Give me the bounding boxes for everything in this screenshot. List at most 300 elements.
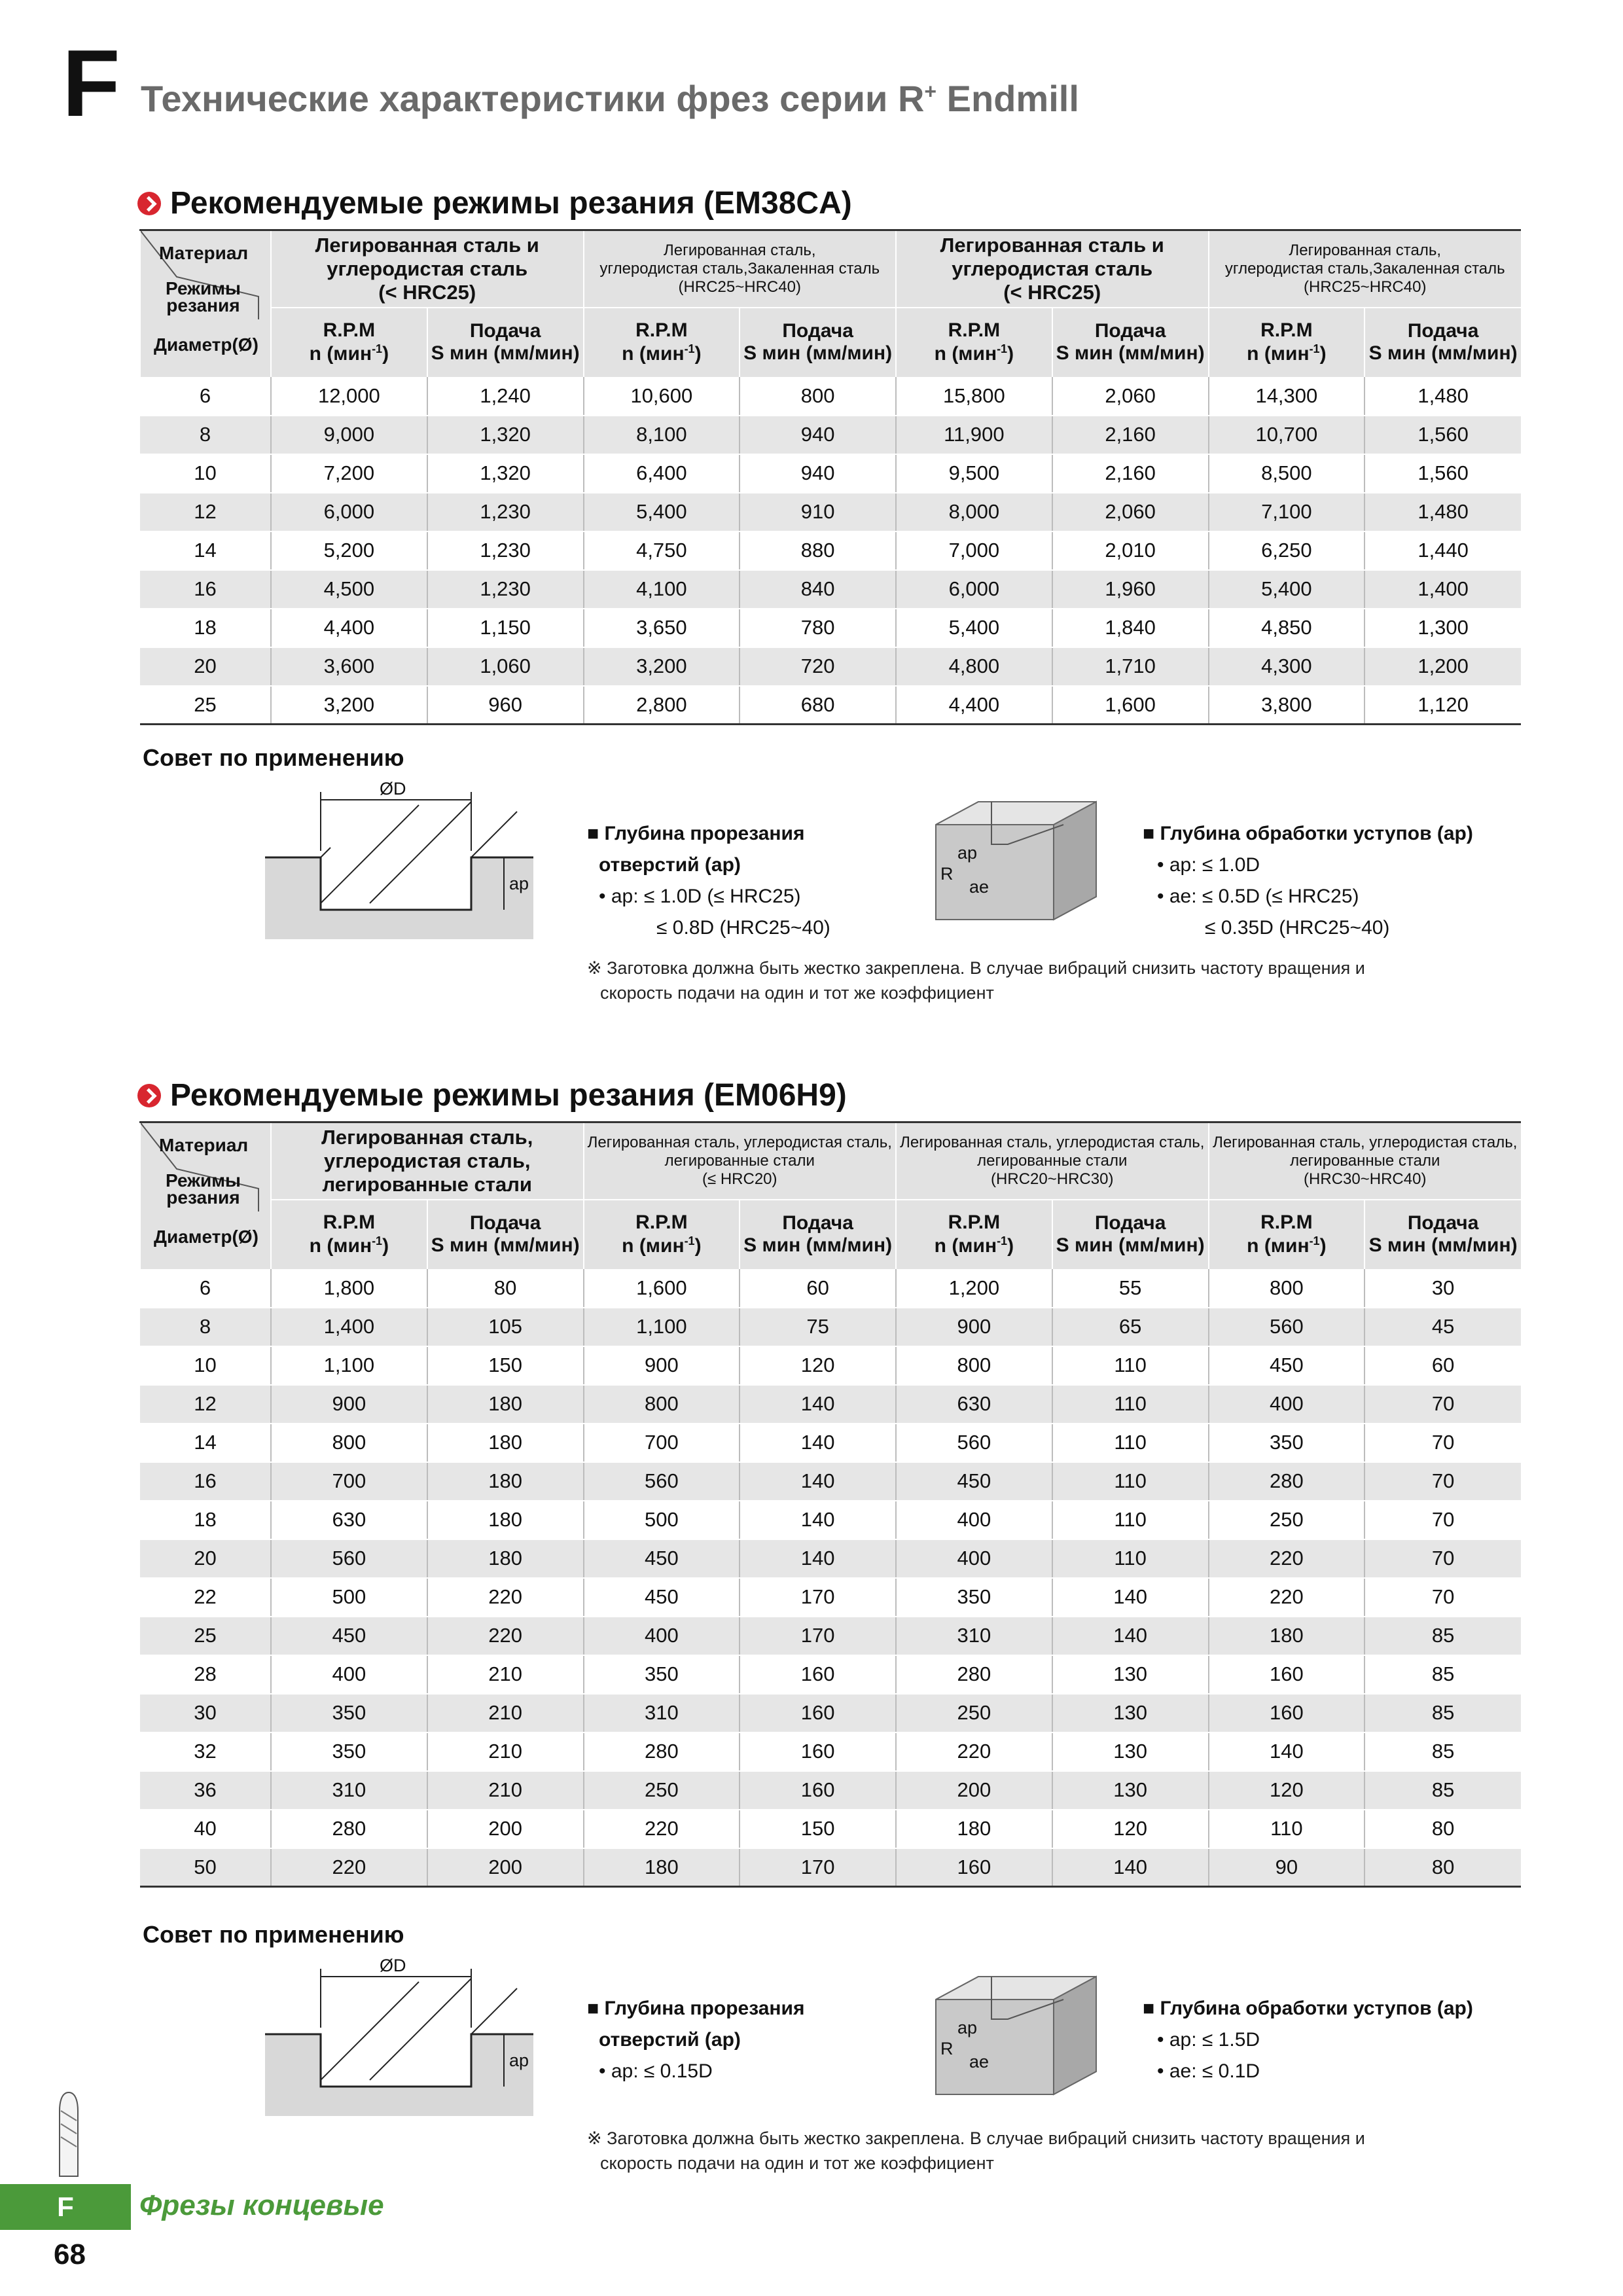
feed-header: Подача S мин (мм/мин)	[427, 308, 584, 377]
value-cell: 700	[584, 1424, 740, 1462]
value-cell: 4,400	[896, 686, 1052, 725]
value-cell: 140	[1052, 1848, 1209, 1887]
value-cell: 70	[1364, 1462, 1521, 1501]
value-cell: 2,160	[1052, 454, 1209, 493]
value-cell: 220	[1209, 1539, 1365, 1578]
value-cell: 1,840	[1052, 609, 1209, 647]
table-row	[140, 1810, 1521, 1848]
block-r-label: R	[940, 864, 954, 884]
material-group-header: Легированная сталь, углеродистая сталь,Закаленная сталь (HRC25~HRC40)	[1209, 230, 1522, 308]
value-cell: 140	[1052, 1617, 1209, 1655]
value-cell: 450	[896, 1462, 1052, 1501]
value-cell: 140	[740, 1501, 896, 1539]
diameter-cell: 16	[140, 1462, 271, 1501]
value-cell: 160	[896, 1848, 1052, 1887]
value-cell: 2,060	[1052, 493, 1209, 531]
value-cell: 450	[584, 1539, 740, 1578]
value-cell: 1,600	[1052, 686, 1209, 725]
value-cell: 1,120	[1364, 686, 1521, 725]
slot-depth-text: ■ Глубина прорезания отверстий (ap) • ap: ≤ 0.15D	[587, 1998, 805, 2082]
diameter-cell: 28	[140, 1655, 271, 1694]
value-cell: 220	[896, 1732, 1052, 1771]
value-cell: 85	[1364, 1771, 1521, 1810]
diameter-cell: 20	[140, 1539, 271, 1578]
value-cell: 350	[896, 1578, 1052, 1617]
ap-label: ap	[509, 874, 529, 893]
value-cell: 800	[1209, 1269, 1365, 1308]
value-cell: 200	[427, 1848, 584, 1887]
value-cell: 220	[427, 1578, 584, 1617]
feed-header: Подача S мин (мм/мин)	[1364, 308, 1521, 377]
value-cell: 140	[1052, 1578, 1209, 1617]
table-corner-header: Материал Режимы резания Диаметр(Ø)	[140, 1122, 271, 1269]
advice-title: Совет по применению	[143, 744, 404, 771]
table-row	[140, 1424, 1521, 1462]
value-cell: 400	[584, 1617, 740, 1655]
value-cell: 180	[896, 1810, 1052, 1848]
value-cell: 180	[1209, 1617, 1365, 1655]
table-row	[140, 1462, 1521, 1501]
od-label: ØD	[380, 1956, 406, 1975]
value-cell: 5,400	[584, 493, 740, 531]
diameter-cell: 25	[140, 1617, 271, 1655]
diameter-cell: 22	[140, 1578, 271, 1617]
value-cell: 180	[584, 1848, 740, 1887]
value-cell: 500	[271, 1578, 427, 1617]
table-row	[140, 416, 1521, 454]
value-cell: 960	[427, 686, 584, 725]
cutting-table-em06h9	[139, 1121, 1521, 1888]
value-cell: 6,000	[896, 570, 1052, 609]
value-cell: 800	[896, 1346, 1052, 1385]
value-cell: 120	[1209, 1771, 1365, 1810]
feed-header: Подача S мин (мм/мин)	[740, 1200, 896, 1269]
value-cell: 3,800	[1209, 686, 1365, 725]
diameter-cell: 20	[140, 647, 271, 686]
od-label: ØD	[380, 779, 406, 798]
value-cell: 4,850	[1209, 609, 1365, 647]
value-cell: 80	[1364, 1848, 1521, 1887]
value-cell: 400	[896, 1539, 1052, 1578]
value-cell: 70	[1364, 1424, 1521, 1462]
value-cell: 780	[740, 609, 896, 647]
value-cell: 1,060	[427, 647, 584, 686]
table-row	[140, 1617, 1521, 1655]
value-cell: 560	[584, 1462, 740, 1501]
material-group-header: Легированная сталь, углеродистая сталь,Закаленная сталь (HRC25~HRC40)	[584, 230, 897, 308]
value-cell: 800	[584, 1385, 740, 1424]
value-cell: 7,000	[896, 531, 1052, 570]
value-cell: 2,060	[1052, 377, 1209, 416]
rpm-header: R.P.M n (мин$^{-1}$)	[271, 308, 427, 377]
value-cell: 1,400	[271, 1308, 427, 1346]
table-row	[140, 493, 1521, 531]
feed-header: Подача S мин (мм/мин)	[1364, 1200, 1521, 1269]
section-bullet-icon	[137, 1084, 161, 1107]
diameter-cell: 6	[140, 1269, 271, 1308]
value-cell: 45	[1364, 1308, 1521, 1346]
advice-title: Совет по применению	[143, 1921, 404, 1948]
value-cell: 1,150	[427, 609, 584, 647]
value-cell: 1,560	[1364, 416, 1521, 454]
value-cell: 800	[271, 1424, 427, 1462]
material-group-header: Легированная сталь, углеродистая сталь, легированные стали (HRC20~HRC30)	[896, 1122, 1209, 1200]
value-cell: 700	[271, 1462, 427, 1501]
value-cell: 180	[427, 1462, 584, 1501]
diameter-cell: 12	[140, 493, 271, 531]
diameter-cell: 6	[140, 377, 271, 416]
value-cell: 720	[740, 647, 896, 686]
value-cell: 60	[740, 1269, 896, 1308]
value-cell: 85	[1364, 1655, 1521, 1694]
value-cell: 350	[271, 1694, 427, 1732]
value-cell: 110	[1052, 1424, 1209, 1462]
ap-label: ap	[509, 2051, 529, 2070]
value-cell: 940	[740, 416, 896, 454]
table-row	[140, 1848, 1521, 1887]
table-row	[140, 1732, 1521, 1771]
diameter-cell: 14	[140, 1424, 271, 1462]
value-cell: 210	[427, 1694, 584, 1732]
value-cell: 1,200	[896, 1269, 1052, 1308]
value-cell: 250	[896, 1694, 1052, 1732]
value-cell: 630	[271, 1501, 427, 1539]
value-cell: 560	[1209, 1308, 1365, 1346]
material-group-header: Легированная сталь, углеродистая сталь, легированные стали	[271, 1122, 584, 1200]
value-cell: 2,160	[1052, 416, 1209, 454]
table-row	[140, 1694, 1521, 1732]
table-row	[140, 1539, 1521, 1578]
value-cell: 800	[740, 377, 896, 416]
chapter-letter: F	[62, 30, 120, 136]
value-cell: 160	[1209, 1655, 1365, 1694]
value-cell: 6,000	[271, 493, 427, 531]
value-cell: 130	[1052, 1732, 1209, 1771]
diameter-cell: 10	[140, 1346, 271, 1385]
table-row	[140, 1501, 1521, 1539]
value-cell: 310	[896, 1617, 1052, 1655]
value-cell: 120	[1052, 1810, 1209, 1848]
page-title: Технические характеристики фрез серии R+ Endmill	[141, 78, 1079, 119]
value-cell: 3,650	[584, 609, 740, 647]
value-cell: 5,200	[271, 531, 427, 570]
value-cell: 70	[1364, 1501, 1521, 1539]
rpm-header: R.P.M n (мин$^{-1}$)	[271, 1200, 427, 1269]
value-cell: 140	[740, 1424, 896, 1462]
value-cell: 840	[740, 570, 896, 609]
value-cell: 110	[1209, 1810, 1365, 1848]
value-cell: 180	[427, 1424, 584, 1462]
value-cell: 8,000	[896, 493, 1052, 531]
table-corner-header: Материал Режимы резания Диаметр(Ø)	[140, 230, 271, 377]
value-cell: 210	[427, 1732, 584, 1771]
value-cell: 10,600	[584, 377, 740, 416]
value-cell: 85	[1364, 1732, 1521, 1771]
value-cell: 220	[271, 1848, 427, 1887]
value-cell: 220	[427, 1617, 584, 1655]
value-cell: 90	[1209, 1848, 1365, 1887]
value-cell: 130	[1052, 1771, 1209, 1810]
diameter-cell: 8	[140, 1308, 271, 1346]
value-cell: 350	[584, 1655, 740, 1694]
table-row	[140, 647, 1521, 686]
shoulder-block-diagram	[933, 1973, 1103, 2108]
value-cell: 170	[740, 1578, 896, 1617]
value-cell: 130	[1052, 1655, 1209, 1694]
block-ae-label: ae	[969, 877, 990, 897]
value-cell: 180	[427, 1501, 584, 1539]
value-cell: 250	[584, 1771, 740, 1810]
value-cell: 900	[584, 1346, 740, 1385]
value-cell: 630	[896, 1385, 1052, 1424]
value-cell: 1,320	[427, 416, 584, 454]
value-cell: 160	[1209, 1694, 1365, 1732]
value-cell: 2,010	[1052, 531, 1209, 570]
value-cell: 1,230	[427, 570, 584, 609]
value-cell: 500	[584, 1501, 740, 1539]
value-cell: 7,200	[271, 454, 427, 493]
feed-header: Подача S мин (мм/мин)	[427, 1200, 584, 1269]
diameter-cell: 40	[140, 1810, 271, 1848]
diameter-cell: 10	[140, 454, 271, 493]
value-cell: 110	[1052, 1385, 1209, 1424]
table-row	[140, 1346, 1521, 1385]
value-cell: 160	[740, 1771, 896, 1810]
value-cell: 4,100	[584, 570, 740, 609]
value-cell: 5,400	[1209, 570, 1365, 609]
value-cell: 65	[1052, 1308, 1209, 1346]
value-cell: 85	[1364, 1694, 1521, 1732]
shoulder-block-diagram	[933, 798, 1103, 933]
fixing-note: ※ Заготовка должна быть жестко закреплена. В случае вибраций снизить частоту вращения и скорость подачи на один и тот же коэффициент	[587, 2128, 1365, 2173]
table-row	[140, 609, 1521, 647]
table-row	[140, 454, 1521, 493]
value-cell: 170	[740, 1848, 896, 1887]
value-cell: 3,600	[271, 647, 427, 686]
section-title-em38ca: Рекомендуемые режимы резания (EM38CA)	[137, 185, 852, 221]
value-cell: 680	[740, 686, 896, 725]
diameter-cell: 18	[140, 1501, 271, 1539]
value-cell: 210	[427, 1655, 584, 1694]
table-row	[140, 1655, 1521, 1694]
material-group-header: Легированная сталь, углеродистая сталь, легированные стали (≤ HRC20)	[584, 1122, 897, 1200]
value-cell: 140	[1209, 1732, 1365, 1771]
value-cell: 220	[1209, 1578, 1365, 1617]
value-cell: 160	[740, 1732, 896, 1771]
value-cell: 9,000	[271, 416, 427, 454]
value-cell: 210	[427, 1771, 584, 1810]
value-cell: 200	[896, 1771, 1052, 1810]
value-cell: 170	[740, 1617, 896, 1655]
value-cell: 1,240	[427, 377, 584, 416]
rpm-header: R.P.M n (мин$^{-1}$)	[1209, 1200, 1365, 1269]
value-cell: 14,300	[1209, 377, 1365, 416]
block-ap-label: ap	[957, 2018, 978, 2037]
cutting-table-em38ca	[139, 229, 1521, 725]
value-cell: 15,800	[896, 377, 1052, 416]
value-cell: 55	[1052, 1269, 1209, 1308]
diameter-cell: 16	[140, 570, 271, 609]
feed-header: Подача S мин (мм/мин)	[740, 308, 896, 377]
value-cell: 4,750	[584, 531, 740, 570]
value-cell: 4,300	[1209, 647, 1365, 686]
value-cell: 2,800	[584, 686, 740, 725]
value-cell: 105	[427, 1308, 584, 1346]
value-cell: 1,100	[271, 1346, 427, 1385]
material-group-header: Легированная сталь и углеродистая сталь (< HRC25)	[271, 230, 584, 308]
value-cell: 110	[1052, 1501, 1209, 1539]
shoulder-depth-text: ■ Глубина обработки уступов (ap) • ap: ≤ 1.5D • ae: ≤ 0.1D	[1143, 1998, 1473, 2082]
slot-depth-text: ■ Глубина прорезания отверстий (ap) • ap: ≤ 1.0D (≤ HRC25) ≤ 0.8D (HRC25~40)	[587, 823, 830, 939]
value-cell: 8,500	[1209, 454, 1365, 493]
endmill-icon	[56, 2091, 82, 2183]
value-cell: 60	[1364, 1346, 1521, 1385]
value-cell: 200	[427, 1810, 584, 1848]
value-cell: 880	[740, 531, 896, 570]
value-cell: 280	[1209, 1462, 1365, 1501]
value-cell: 450	[271, 1617, 427, 1655]
fixing-note: ※ Заготовка должна быть жестко закреплена. В случае вибраций снизить частоту вращения и скорость подачи на один и тот же коэффициент	[587, 958, 1365, 1003]
value-cell: 1,300	[1364, 609, 1521, 647]
table-row	[140, 377, 1521, 416]
value-cell: 3,200	[584, 647, 740, 686]
value-cell: 1,230	[427, 531, 584, 570]
value-cell: 6,400	[584, 454, 740, 493]
block-ap-label: ap	[957, 843, 978, 863]
value-cell: 80	[1364, 1810, 1521, 1848]
block-r-label: R	[940, 2039, 954, 2058]
value-cell: 5,400	[896, 609, 1052, 647]
value-cell: 1,320	[427, 454, 584, 493]
value-cell: 4,500	[271, 570, 427, 609]
table-row	[140, 686, 1521, 725]
value-cell: 180	[427, 1385, 584, 1424]
footer-title: Фрезы концевые	[139, 2189, 384, 2221]
diameter-cell: 18	[140, 609, 271, 647]
value-cell: 4,800	[896, 647, 1052, 686]
value-cell: 70	[1364, 1385, 1521, 1424]
value-cell: 280	[896, 1655, 1052, 1694]
value-cell: 1,960	[1052, 570, 1209, 609]
table-row	[140, 1269, 1521, 1308]
value-cell: 450	[1209, 1346, 1365, 1385]
value-cell: 1,800	[271, 1269, 427, 1308]
table-row	[140, 1771, 1521, 1810]
value-cell: 400	[896, 1501, 1052, 1539]
value-cell: 1,230	[427, 493, 584, 531]
diameter-cell: 36	[140, 1771, 271, 1810]
value-cell: 130	[1052, 1694, 1209, 1732]
value-cell: 150	[740, 1810, 896, 1848]
diameter-cell: 30	[140, 1694, 271, 1732]
value-cell: 6,250	[1209, 531, 1365, 570]
value-cell: 140	[740, 1385, 896, 1424]
value-cell: 280	[584, 1732, 740, 1771]
value-cell: 140	[740, 1462, 896, 1501]
value-cell: 1,560	[1364, 454, 1521, 493]
value-cell: 4,400	[271, 609, 427, 647]
value-cell: 70	[1364, 1539, 1521, 1578]
rpm-header: R.P.M n (мин$^{-1}$)	[584, 1200, 740, 1269]
value-cell: 310	[584, 1694, 740, 1732]
diameter-cell: 14	[140, 531, 271, 570]
feed-header: Подача S мин (мм/мин)	[1052, 308, 1209, 377]
value-cell: 10,700	[1209, 416, 1365, 454]
diameter-cell: 8	[140, 416, 271, 454]
value-cell: 8,100	[584, 416, 740, 454]
value-cell: 3,200	[271, 686, 427, 725]
value-cell: 7,100	[1209, 493, 1365, 531]
value-cell: 1,480	[1364, 493, 1521, 531]
value-cell: 1,200	[1364, 647, 1521, 686]
block-ae-label: ae	[969, 2052, 990, 2072]
value-cell: 30	[1364, 1269, 1521, 1308]
slot-diagram	[255, 1956, 569, 2123]
value-cell: 1,600	[584, 1269, 740, 1308]
shoulder-depth-text: ■ Глубина обработки уступов (ap) • ap: ≤ 1.0D • ae: ≤ 0.5D (≤ HRC25) ≤ 0.35D (HRC25~40)	[1143, 823, 1473, 939]
section-bullet-icon	[137, 192, 161, 215]
table-row	[140, 1385, 1521, 1424]
rpm-header: R.P.M n (мин$^{-1}$)	[896, 1200, 1052, 1269]
value-cell: 85	[1364, 1617, 1521, 1655]
value-cell: 910	[740, 493, 896, 531]
value-cell: 160	[740, 1694, 896, 1732]
value-cell: 940	[740, 454, 896, 493]
value-cell: 400	[1209, 1385, 1365, 1424]
diameter-cell: 25	[140, 686, 271, 725]
rpm-header: R.P.M n (мин$^{-1}$)	[896, 308, 1052, 377]
table-row	[140, 1308, 1521, 1346]
value-cell: 160	[740, 1655, 896, 1694]
value-cell: 560	[271, 1539, 427, 1578]
value-cell: 150	[427, 1346, 584, 1385]
value-cell: 450	[584, 1578, 740, 1617]
diameter-cell: 12	[140, 1385, 271, 1424]
diameter-cell: 32	[140, 1732, 271, 1771]
rpm-header: R.P.M n (мин$^{-1}$)	[584, 308, 740, 377]
value-cell: 1,400	[1364, 570, 1521, 609]
value-cell: 75	[740, 1308, 896, 1346]
value-cell: 12,000	[271, 377, 427, 416]
page-number: 68	[54, 2238, 86, 2270]
diameter-cell: 50	[140, 1848, 271, 1887]
feed-header: Подача S мин (мм/мин)	[1052, 1200, 1209, 1269]
value-cell: 1,100	[584, 1308, 740, 1346]
footer-tab: F	[0, 2184, 131, 2230]
value-cell: 350	[271, 1732, 427, 1771]
value-cell: 180	[427, 1539, 584, 1578]
value-cell: 70	[1364, 1578, 1521, 1617]
value-cell: 350	[1209, 1424, 1365, 1462]
slot-diagram	[255, 779, 569, 946]
value-cell: 280	[271, 1810, 427, 1848]
value-cell: 560	[896, 1424, 1052, 1462]
value-cell: 1,480	[1364, 377, 1521, 416]
value-cell: 900	[271, 1385, 427, 1424]
material-group-header: Легированная сталь, углеродистая сталь, легированные стали (HRC30~HRC40)	[1209, 1122, 1522, 1200]
value-cell: 900	[896, 1308, 1052, 1346]
table-row	[140, 570, 1521, 609]
value-cell: 11,900	[896, 416, 1052, 454]
table-row	[140, 1578, 1521, 1617]
value-cell: 120	[740, 1346, 896, 1385]
value-cell: 220	[584, 1810, 740, 1848]
value-cell: 110	[1052, 1462, 1209, 1501]
rpm-header: R.P.M n (мин$^{-1}$)	[1209, 308, 1365, 377]
value-cell: 250	[1209, 1501, 1365, 1539]
material-group-header: Легированная сталь и углеродистая сталь (< HRC25)	[896, 230, 1209, 308]
value-cell: 1,710	[1052, 647, 1209, 686]
